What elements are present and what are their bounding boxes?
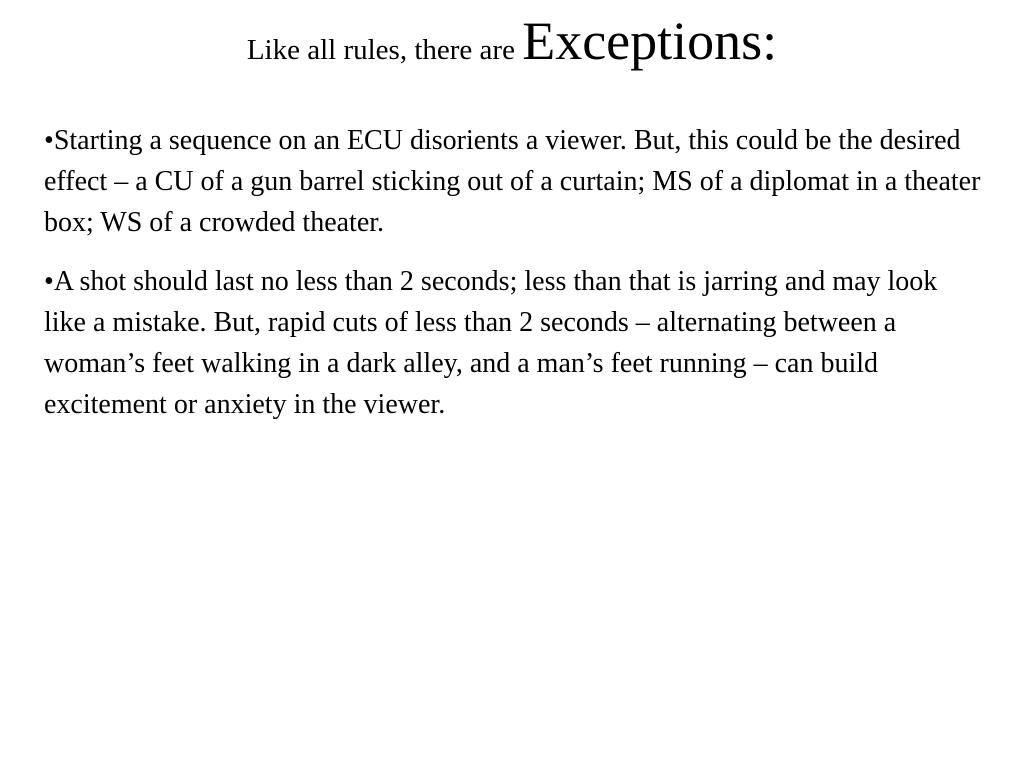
title-emphasis: Exceptions: [522,11,778,71]
slide-title [0,12,1024,71]
bullet-text: A shot should last no less than 2 seconds; less than that is jarring and may look like a mistake. But, rapid cuts of less than 2 seconds – alternating between a woman’s feet walking in a dark alley, and a man’s feet running – can build excitement or anxiety in the viewer. [44,266,938,420]
bullet-text: Starting a sequence on an ECU disorients a viewer. But, this could be the desired effect – a CU of a gun barrel sticking out of a curtain; MS of a diplomat in a theater box; WS of a crowded theater. [44,125,981,238]
bullet-item-1 [44,120,984,243]
bullet-marker: • [44,266,54,297]
bullet-item-2 [44,261,984,425]
title-prefix: Like all rules, there are [246,34,523,66]
slide-body [44,120,984,443]
bullet-marker: • [44,125,54,156]
